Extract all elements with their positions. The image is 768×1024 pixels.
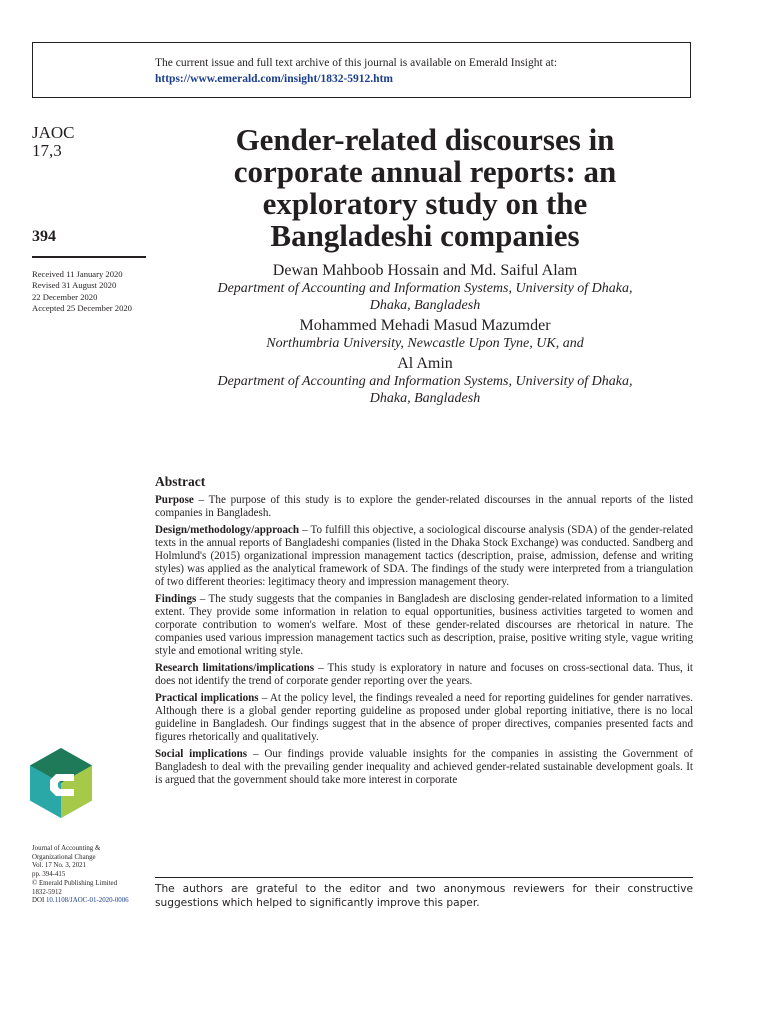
section-label: Design/methodology/approach bbox=[155, 524, 300, 536]
pubinfo-line: Journal of Accounting & bbox=[32, 845, 101, 852]
volume-issue: 17,3 bbox=[32, 141, 62, 160]
abstract-heading: Abstract bbox=[155, 474, 206, 489]
abstract bbox=[155, 475, 693, 791]
page-number: 394 bbox=[32, 228, 56, 245]
section-label: Research limitations/implications bbox=[155, 662, 315, 674]
pubinfo-line: © Emerald Publishing Limited bbox=[32, 879, 118, 887]
author-name: Mohammed Mehadi Masud Mazumder bbox=[299, 317, 551, 334]
notice-text bbox=[155, 55, 557, 87]
abstract-purpose bbox=[155, 494, 693, 520]
publisher-logo-icon bbox=[30, 748, 92, 818]
title-line: corporate annual reports: an bbox=[233, 154, 617, 189]
author-affiliation: Northumbria University, Newcastle Upon Tyne, UK, and bbox=[266, 336, 584, 351]
journal-access-notice bbox=[32, 42, 691, 98]
section-label: Social implications bbox=[155, 748, 248, 760]
article-title bbox=[160, 124, 690, 252]
title-line: Gender-related discourses in bbox=[235, 122, 615, 157]
abstract-social bbox=[155, 748, 693, 787]
abstract-design bbox=[155, 524, 693, 589]
author-name: Dewan Mahboob Hossain and Md. Saiful Alam bbox=[272, 262, 578, 279]
section-text: – The purpose of this study is to explore the gender-related discourses in the annual reports of the listed companies in Bangladesh. bbox=[155, 494, 693, 519]
author-list bbox=[160, 262, 690, 407]
section-label: Findings bbox=[155, 593, 197, 605]
author-affiliation: Department of Accounting and Information Systems, University of Dhaka, bbox=[217, 374, 633, 389]
title-line: Bangladeshi companies bbox=[270, 218, 580, 253]
publication-info bbox=[32, 845, 150, 906]
date-received: Received 11 January 2020 bbox=[32, 269, 123, 279]
doi-line bbox=[32, 897, 150, 906]
pubinfo-line: 1832-5912 bbox=[32, 888, 62, 896]
author-affiliation: Dhaka, Bangladesh bbox=[369, 298, 481, 313]
abstract-limitations bbox=[155, 662, 693, 688]
article-dates bbox=[32, 269, 152, 315]
notice-line: The current issue and full text archive of this journal is available on Emerald Insight at: bbox=[155, 57, 558, 69]
sidebar-divider bbox=[32, 256, 146, 258]
section-text: – The study suggests that the companies in Bangladesh are disclosing gender-related information to a limited extent. They provide some information in relation to equal opportunities, business activities targeted to women and corporate contribution to women's welfare. Most of these gender-related discourses are rhetorical in nature. The companies used various impression management tactics such as description, praise, positive writing style, vague writing style and emotional writing style. bbox=[155, 593, 693, 657]
abstract-practical bbox=[155, 692, 693, 744]
section-text: – Our findings provide valuable insights for the companies in assisting the Government of Bangladesh to deal with the prevailing gender inequality and achieved gender-related sustainable development goals. It is argued that the government should take more interest in corporate bbox=[155, 748, 693, 786]
section-label: Purpose bbox=[155, 494, 194, 506]
doi-link[interactable]: 10.1108/JAOC-01-2020-0006 bbox=[45, 897, 129, 905]
title-line: exploratory study on the bbox=[262, 186, 588, 221]
footnote-divider bbox=[155, 877, 693, 878]
author-affiliation: Dhaka, Bangladesh bbox=[369, 391, 481, 406]
pubinfo-line: Vol. 17 No. 3, 2021 bbox=[32, 862, 87, 870]
date-revised: Revised 31 August 2020 bbox=[32, 280, 117, 291]
author-affiliation: Department of Accounting and Information Systems, University of Dhaka, bbox=[217, 281, 633, 296]
journal-abbrev: JAOC bbox=[32, 123, 75, 142]
pubinfo-line: pp. 394-415 bbox=[32, 871, 66, 879]
section-text: – At the policy level, the findings revealed a need for reporting guidelines for gender narratives. Although there is a global gender reporting guideline as proposed under global reporting initiative, there is no local guideline in Bangladesh. Our findings suggest that in the absence of proper directives, companies presented facts and figures rhetorically and qualitatively. bbox=[155, 692, 693, 743]
journal-url-link[interactable]: https://www.emerald.com/insight/1832-5912.htm bbox=[155, 73, 393, 85]
sidebar bbox=[32, 123, 148, 314]
acknowledgement-footnote: The authors are grateful to the editor and two anonymous reviewers for their constructive suggestions which helped to significantly improve this paper. bbox=[155, 883, 693, 909]
date-accepted: Accepted 25 December 2020 bbox=[32, 303, 132, 314]
abstract-findings bbox=[155, 593, 693, 658]
doi-prefix: DOI bbox=[32, 897, 46, 905]
author-name: Al Amin bbox=[397, 355, 453, 372]
section-text: – This study is exploratory in nature and focuses on cross-sectional data. Thus, it does not identify the trend of corporate gender reporting over the years. bbox=[155, 662, 693, 687]
section-text: – To fulfill this objective, a sociological discourse analysis (SDA) of the gender-related texts in the annual reports of Bangladeshi companies (listed in the Dhaka Stock Exchange) was conducted. Sandberg and Holmlund's (2015) organizational impression management tactics (description, praise, admission, defense and writing styles) was applied as the analytical framework of SDA. The findings of the study were interpreted from a triangulation of two different theories: legitimacy theory and impression management theory. bbox=[155, 524, 693, 588]
date-revised-2: 22 December 2020 bbox=[32, 291, 98, 302]
pubinfo-line: Organizational Change bbox=[32, 853, 96, 861]
section-label: Practical implications bbox=[155, 692, 259, 704]
